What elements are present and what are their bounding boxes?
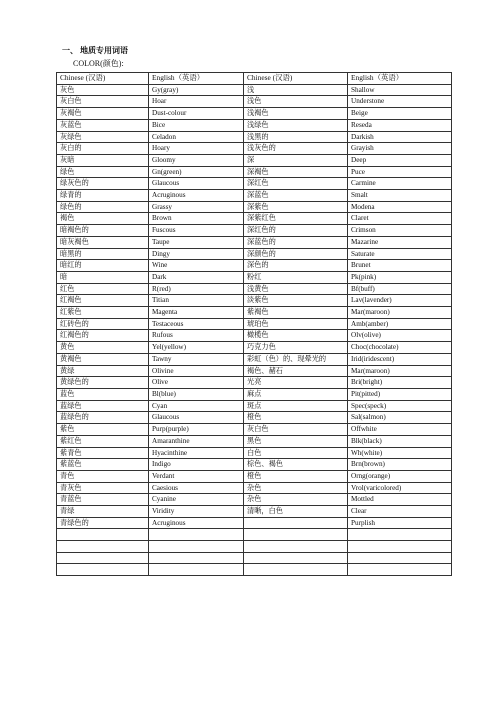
chinese-term-cell bbox=[57, 541, 149, 553]
table-row bbox=[57, 517, 452, 529]
table-row bbox=[57, 330, 452, 342]
table-row bbox=[57, 119, 452, 131]
english-term-cell: Blk(black) bbox=[348, 435, 452, 447]
chinese-term-cell bbox=[57, 564, 149, 576]
table-row bbox=[57, 447, 452, 459]
chinese-term-cell: 褐色、赭石 bbox=[244, 365, 348, 377]
chinese-term-cell bbox=[57, 552, 149, 564]
english-term-cell bbox=[149, 529, 244, 541]
english-term-cell: Dust-colour bbox=[149, 108, 244, 120]
table-row bbox=[57, 178, 452, 190]
chinese-term-cell: 浅黄色 bbox=[244, 283, 348, 295]
english-term-cell: Amaranthine bbox=[149, 435, 244, 447]
english-term-cell: Caesious bbox=[149, 482, 244, 494]
english-term-cell: Mar(maroon) bbox=[348, 365, 452, 377]
english-term-cell: Rufous bbox=[149, 330, 244, 342]
chinese-term-cell: 深蓝色 bbox=[244, 190, 348, 202]
chinese-term-cell: 青蓝色 bbox=[57, 494, 149, 506]
table-row bbox=[57, 377, 452, 389]
chinese-term-cell: 青灰色 bbox=[57, 482, 149, 494]
table-row bbox=[57, 248, 452, 260]
english-term-cell: Indigo bbox=[149, 459, 244, 471]
english-term-cell: Understone bbox=[348, 96, 452, 108]
chinese-term-cell: 蓝绿色 bbox=[57, 400, 149, 412]
english-term-cell: Titian bbox=[149, 295, 244, 307]
table-row bbox=[57, 96, 452, 108]
header-chinese-2: Chinese (汉语) bbox=[244, 73, 348, 85]
english-term-cell: Spec(speck) bbox=[348, 400, 452, 412]
english-term-cell: Modena bbox=[348, 201, 452, 213]
english-term-cell: Gn(green) bbox=[149, 166, 244, 178]
english-term-cell: Shallow bbox=[348, 84, 452, 96]
color-vocabulary-table bbox=[56, 72, 452, 576]
english-term-cell: Olive bbox=[149, 377, 244, 389]
chinese-term-cell: 灰色 bbox=[57, 84, 149, 96]
chinese-term-cell bbox=[244, 529, 348, 541]
chinese-term-cell: 绿青的 bbox=[57, 190, 149, 202]
chinese-term-cell: 红紫色 bbox=[57, 307, 149, 319]
english-term-cell bbox=[149, 564, 244, 576]
english-term-cell: Hoar bbox=[149, 96, 244, 108]
english-term-cell: Mazarine bbox=[348, 236, 452, 248]
chinese-term-cell: 暗灰褐色 bbox=[57, 236, 149, 248]
chinese-term-cell: 紫青色 bbox=[57, 447, 149, 459]
english-term-cell: Lav(lavender) bbox=[348, 295, 452, 307]
english-term-cell: Bice bbox=[149, 119, 244, 131]
chinese-term-cell: 灰白色 bbox=[244, 424, 348, 436]
english-term-cell: Pk(pink) bbox=[348, 271, 452, 283]
chinese-term-cell: 青绿 bbox=[57, 506, 149, 518]
english-term-cell: Brown bbox=[149, 213, 244, 225]
chinese-term-cell: 深颜色的 bbox=[244, 248, 348, 260]
table-row bbox=[57, 342, 452, 354]
english-term-cell: Purp(purple) bbox=[149, 424, 244, 436]
table-row bbox=[57, 283, 452, 295]
chinese-term-cell: 灰褐色 bbox=[57, 108, 149, 120]
chinese-term-cell: 黄色 bbox=[57, 342, 149, 354]
table-row bbox=[57, 307, 452, 319]
table-row bbox=[57, 190, 452, 202]
chinese-term-cell: 灰蓝色 bbox=[57, 119, 149, 131]
chinese-term-cell: 麻点 bbox=[244, 388, 348, 400]
chinese-term-cell: 浅黑的 bbox=[244, 131, 348, 143]
english-term-cell bbox=[348, 564, 452, 576]
english-term-cell: Wine bbox=[149, 260, 244, 272]
english-term-cell: Viridity bbox=[149, 506, 244, 518]
english-term-cell: Grassy bbox=[149, 201, 244, 213]
english-term-cell: Glaucous bbox=[149, 178, 244, 190]
chinese-term-cell: 紫褐色 bbox=[244, 307, 348, 319]
chinese-term-cell: 彩虹（色）的、现晕光的 bbox=[244, 353, 348, 365]
english-term-cell: Testaceous bbox=[149, 318, 244, 330]
english-term-cell: Darkish bbox=[348, 131, 452, 143]
chinese-term-cell: 灰绿色 bbox=[57, 131, 149, 143]
english-term-cell: Pit(pitted) bbox=[348, 388, 452, 400]
chinese-term-cell: 棕色、褐色 bbox=[244, 459, 348, 471]
english-term-cell: Offwhite bbox=[348, 424, 452, 436]
table-row bbox=[57, 108, 452, 120]
chinese-term-cell: 红褐色的 bbox=[57, 330, 149, 342]
english-term-cell: Clear bbox=[348, 506, 452, 518]
english-term-cell: Crimson bbox=[348, 225, 452, 237]
chinese-term-cell: 灰暗 bbox=[57, 154, 149, 166]
table-row bbox=[57, 365, 452, 377]
english-term-cell: Magenta bbox=[149, 307, 244, 319]
english-term-cell: Taupe bbox=[149, 236, 244, 248]
chinese-term-cell: 褐色 bbox=[57, 213, 149, 225]
chinese-term-cell: 紫红色 bbox=[57, 435, 149, 447]
chinese-term-cell bbox=[57, 529, 149, 541]
chinese-term-cell: 深红色的 bbox=[244, 225, 348, 237]
chinese-term-cell: 琥珀色 bbox=[244, 318, 348, 330]
english-term-cell: Olv(olive) bbox=[348, 330, 452, 342]
chinese-term-cell: 清晰，白色 bbox=[244, 506, 348, 518]
english-term-cell: Bf(buff) bbox=[348, 283, 452, 295]
english-term-cell: R(red) bbox=[149, 283, 244, 295]
english-term-cell: Acruginous bbox=[149, 517, 244, 529]
chinese-term-cell: 红褐色 bbox=[57, 295, 149, 307]
chinese-term-cell: 绿灰色的 bbox=[57, 178, 149, 190]
english-term-cell: Brn(brown) bbox=[348, 459, 452, 471]
chinese-term-cell: 深色的 bbox=[244, 260, 348, 272]
english-term-cell: Bri(bright) bbox=[348, 377, 452, 389]
chinese-term-cell: 浅色 bbox=[244, 96, 348, 108]
english-term-cell: Mar(maroon) bbox=[348, 307, 452, 319]
english-term-cell: Fuscous bbox=[149, 225, 244, 237]
chinese-term-cell: 巧克力色 bbox=[244, 342, 348, 354]
english-term-cell: Hyacinthine bbox=[149, 447, 244, 459]
chinese-term-cell: 灰白色 bbox=[57, 96, 149, 108]
chinese-term-cell bbox=[244, 552, 348, 564]
chinese-term-cell: 绿色 bbox=[57, 166, 149, 178]
english-term-cell: Saturate bbox=[348, 248, 452, 260]
table-row bbox=[57, 353, 452, 365]
english-term-cell: Dingy bbox=[149, 248, 244, 260]
table-row bbox=[57, 470, 452, 482]
table-row bbox=[57, 529, 452, 541]
english-term-cell: Claret bbox=[348, 213, 452, 225]
chinese-term-cell: 粉红 bbox=[244, 271, 348, 283]
table-row bbox=[57, 131, 452, 143]
chinese-term-cell: 深紫色 bbox=[244, 201, 348, 213]
table-row bbox=[57, 213, 452, 225]
table-row bbox=[57, 166, 452, 178]
english-term-cell: Mottled bbox=[348, 494, 452, 506]
table-row bbox=[57, 564, 452, 576]
english-term-cell: Carmine bbox=[348, 178, 452, 190]
table-row bbox=[57, 271, 452, 283]
header-english-1: English（英语） bbox=[149, 73, 244, 85]
table-row bbox=[57, 295, 452, 307]
chinese-term-cell: 杂色 bbox=[244, 482, 348, 494]
english-term-cell bbox=[348, 541, 452, 553]
table-header-row bbox=[57, 73, 452, 85]
chinese-term-cell: 橙色 bbox=[244, 412, 348, 424]
english-term-cell: Orng(orange) bbox=[348, 470, 452, 482]
chinese-term-cell: 光亮 bbox=[244, 377, 348, 389]
english-term-cell: Gy(gray) bbox=[149, 84, 244, 96]
section-heading: 一、 地质专用词语 bbox=[62, 46, 128, 55]
chinese-term-cell: 深紫红色 bbox=[244, 213, 348, 225]
table-row bbox=[57, 143, 452, 155]
english-term-cell: Sal(salmon) bbox=[348, 412, 452, 424]
header-chinese-1: Chinese (汉语) bbox=[57, 73, 149, 85]
chinese-term-cell: 暗红的 bbox=[57, 260, 149, 272]
english-term-cell: Cyanine bbox=[149, 494, 244, 506]
chinese-term-cell: 浅绿色 bbox=[244, 119, 348, 131]
chinese-term-cell: 灰白的 bbox=[57, 143, 149, 155]
table-row bbox=[57, 541, 452, 553]
chinese-term-cell: 黑色 bbox=[244, 435, 348, 447]
table-row bbox=[57, 459, 452, 471]
english-term-cell bbox=[149, 541, 244, 553]
english-term-cell: Glaucous bbox=[149, 412, 244, 424]
english-term-cell: Olivine bbox=[149, 365, 244, 377]
chinese-term-cell: 紫蓝色 bbox=[57, 459, 149, 471]
table-row bbox=[57, 84, 452, 96]
table-row bbox=[57, 388, 452, 400]
english-term-cell: Cyan bbox=[149, 400, 244, 412]
chinese-term-cell bbox=[244, 517, 348, 529]
chinese-term-cell: 青绿色的 bbox=[57, 517, 149, 529]
english-term-cell: Reseda bbox=[348, 119, 452, 131]
english-term-cell: Celadon bbox=[149, 131, 244, 143]
chinese-term-cell: 白色 bbox=[244, 447, 348, 459]
table-row bbox=[57, 260, 452, 272]
chinese-term-cell: 浅 bbox=[244, 84, 348, 96]
chinese-term-cell: 绿色的 bbox=[57, 201, 149, 213]
chinese-term-cell: 暗 bbox=[57, 271, 149, 283]
table-row bbox=[57, 494, 452, 506]
chinese-term-cell: 深蓝色的 bbox=[244, 236, 348, 248]
chinese-term-cell: 红砖色的 bbox=[57, 318, 149, 330]
table-row bbox=[57, 482, 452, 494]
english-term-cell: Wh(white) bbox=[348, 447, 452, 459]
english-term-cell bbox=[149, 552, 244, 564]
table-row bbox=[57, 412, 452, 424]
english-term-cell: Verdant bbox=[149, 470, 244, 482]
table-row bbox=[57, 154, 452, 166]
header-english-2: English（英语） bbox=[348, 73, 452, 85]
english-term-cell bbox=[348, 529, 452, 541]
table-row bbox=[57, 225, 452, 237]
chinese-term-cell: 杂色 bbox=[244, 494, 348, 506]
english-term-cell: Dark bbox=[149, 271, 244, 283]
chinese-term-cell: 黄绿色的 bbox=[57, 377, 149, 389]
table-row bbox=[57, 236, 452, 248]
english-term-cell: Beige bbox=[348, 108, 452, 120]
english-term-cell: Yel(yellow) bbox=[149, 342, 244, 354]
english-term-cell bbox=[348, 552, 452, 564]
chinese-term-cell: 深 bbox=[244, 154, 348, 166]
table-row bbox=[57, 506, 452, 518]
table-row bbox=[57, 435, 452, 447]
english-term-cell: Puce bbox=[348, 166, 452, 178]
chinese-term-cell: 青色 bbox=[57, 470, 149, 482]
english-term-cell: Hoary bbox=[149, 143, 244, 155]
english-term-cell: Vrol(varicolored) bbox=[348, 482, 452, 494]
chinese-term-cell: 红色 bbox=[57, 283, 149, 295]
chinese-term-cell: 浅褐色 bbox=[244, 108, 348, 120]
table-row bbox=[57, 424, 452, 436]
english-term-cell: Irid(iridescent) bbox=[348, 353, 452, 365]
chinese-term-cell: 暗褐色的 bbox=[57, 225, 149, 237]
english-term-cell: Gloomy bbox=[149, 154, 244, 166]
table-row bbox=[57, 552, 452, 564]
chinese-term-cell: 黄绿 bbox=[57, 365, 149, 377]
chinese-term-cell: 橙色 bbox=[244, 470, 348, 482]
chinese-term-cell: 蓝绿色的 bbox=[57, 412, 149, 424]
english-term-cell: Brunet bbox=[348, 260, 452, 272]
english-term-cell: Purplish bbox=[348, 517, 452, 529]
chinese-term-cell: 深褐色 bbox=[244, 166, 348, 178]
english-term-cell: Bl(blue) bbox=[149, 388, 244, 400]
chinese-term-cell: 浅灰色的 bbox=[244, 143, 348, 155]
english-term-cell: Deep bbox=[348, 154, 452, 166]
english-term-cell: Acruginous bbox=[149, 190, 244, 202]
chinese-term-cell: 蓝色 bbox=[57, 388, 149, 400]
english-term-cell: Amb(amber) bbox=[348, 318, 452, 330]
chinese-term-cell: 深红色 bbox=[244, 178, 348, 190]
section-subheading: COLOR(颜色): bbox=[73, 59, 124, 68]
chinese-term-cell: 黄褐色 bbox=[57, 353, 149, 365]
chinese-term-cell: 斑点 bbox=[244, 400, 348, 412]
chinese-term-cell: 橄榄色 bbox=[244, 330, 348, 342]
table-row bbox=[57, 400, 452, 412]
english-term-cell: Tawny bbox=[149, 353, 244, 365]
english-term-cell: Smalt bbox=[348, 190, 452, 202]
chinese-term-cell: 暗黑的 bbox=[57, 248, 149, 260]
chinese-term-cell: 淡紫色 bbox=[244, 295, 348, 307]
english-term-cell: Choc(chocolate) bbox=[348, 342, 452, 354]
english-term-cell: Grayish bbox=[348, 143, 452, 155]
chinese-term-cell: 紫色 bbox=[57, 424, 149, 436]
table-row bbox=[57, 201, 452, 213]
table-row bbox=[57, 318, 452, 330]
chinese-term-cell bbox=[244, 564, 348, 576]
chinese-term-cell bbox=[244, 541, 348, 553]
